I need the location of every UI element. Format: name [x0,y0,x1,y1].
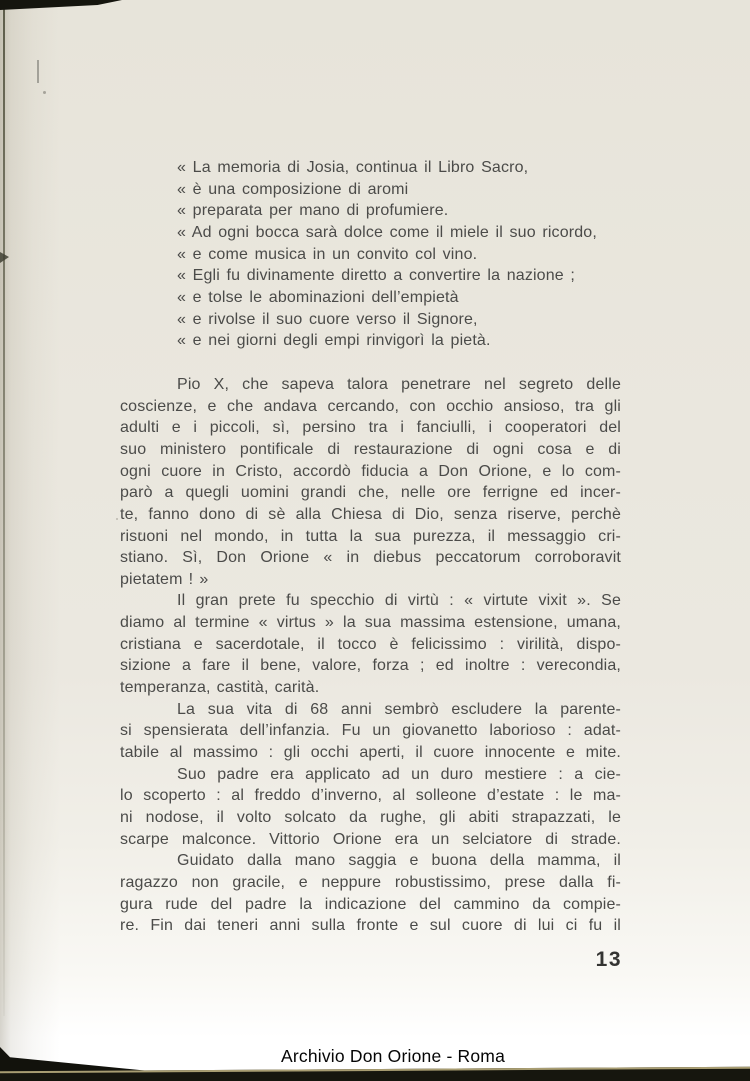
text-line: parò a quegli uomini grandi che, nelle ore ferrigne ed incer- [120,484,621,502]
text-line: La sua vita di 68 anni sembrò escludere la parente- [177,700,621,718]
text-block [120,157,621,937]
text-line: si spensierata dell’infanzia. Fu un giovanetto laborioso : adat- [120,722,621,740]
text-line: ogni cuore in Cristo, accordò fiducia a Don Orione, e lo com- [120,462,621,480]
text-line: cristiana e sacerdotale, il tocco è felicissimo : virilità, dispo- [120,635,621,653]
binding-gutter-shadow [0,0,60,1081]
quote-block [120,157,621,352]
text-line: Pio X, che sapeva talora penetrare nel segreto delle [177,375,621,393]
text-line: lo scoperto : al freddo d’inverno, al solleone d’estate : le ma- [120,787,621,805]
text-line: sizione a fare il bene, valore, forza ; ed inoltre : verecondia, [120,657,621,675]
text-line: Guidato dalla mano saggia e buona della mamma, il [177,852,621,870]
text-line: risuoni nel mondo, in tutta la sua purezza, il messaggio cri- [120,527,621,545]
text-line: te, fanno dono di sè alla Chiesa di Dio, senza riserve, perchè [120,505,621,523]
body-paragraphs [120,374,621,937]
scan-border-top-left [0,0,122,10]
text-line: temperanza, castità, carità. [120,679,320,697]
text-line: suo ministero pontificale di restaurazione di ogni cosa e di [120,440,621,458]
text-line: stiano. Sì, Don Orione « in diebus peccatorum corroboravit [120,549,621,567]
text-line: Suo padre era applicato ad un duro mestiere : a cie- [177,765,621,783]
text-line: coscienze, e che andava cercando, con occhio ansioso, tra gli [120,397,621,415]
text-line: adulti e i piccoli, sì, persino tra i fanciulli, i cooperatori del [120,419,621,437]
quote-line: « e rivolse il suo cuore verso il Signore, [177,310,478,328]
quote-line: « e tolse le abominazioni dell’empietà [177,288,459,306]
margin-arrow-artifact [0,252,9,263]
quote-line: « è una composizione di aromi [177,180,409,198]
page-number: 13 [595,948,622,971]
quote-line: « La memoria di Josia, continua il Libro Sacro, [177,159,529,176]
margin-tick-artifact [37,60,39,83]
text-line: ni nodose, il volto solcato da rughe, gli abiti strapazzati, le [120,809,621,827]
quote-line: « e nei giorni degli empi rinvigorì la pietà. [177,332,491,350]
text-line: ragazzo non gracile, e neppure robustissimo, prese dalla fi- [120,874,621,891]
paper-speck [116,518,118,520]
text-line: Il gran prete fu specchio di virtù : « virtute vixit ». Se [177,592,621,610]
text-line: pietatem ! » [120,570,209,588]
paper-speck [43,91,46,94]
archive-watermark: Archivio Don Orione - Roma [280,1046,506,1066]
page-edge-line [3,6,5,1016]
quote-line: « e come musica in un convito col vino. [177,245,478,263]
text-line: diamo al termine « virtus » la sua massima estensione, umana, [120,614,621,632]
quote-line: « preparata per mano di profumiere. [177,202,449,220]
quote-line: « Egli fu divinamente diretto a convertire la nazione ; [177,267,576,285]
text-line: gura rude del padre la indicazione del cammino da compie- [120,895,621,913]
text-line: tabile al massimo : gli occhi aperti, il cuore innocente e mite. [120,744,621,762]
text-line: scarpe malconce. Vittorio Orione era un selciatore di strade. [120,830,621,848]
quote-line: « Ad ogni bocca sarà dolce come il miele il suo ricordo, [177,223,597,241]
text-line: re. Fin dai teneri anni sulla fronte e sul cuore di lui ci fu il [120,917,621,935]
